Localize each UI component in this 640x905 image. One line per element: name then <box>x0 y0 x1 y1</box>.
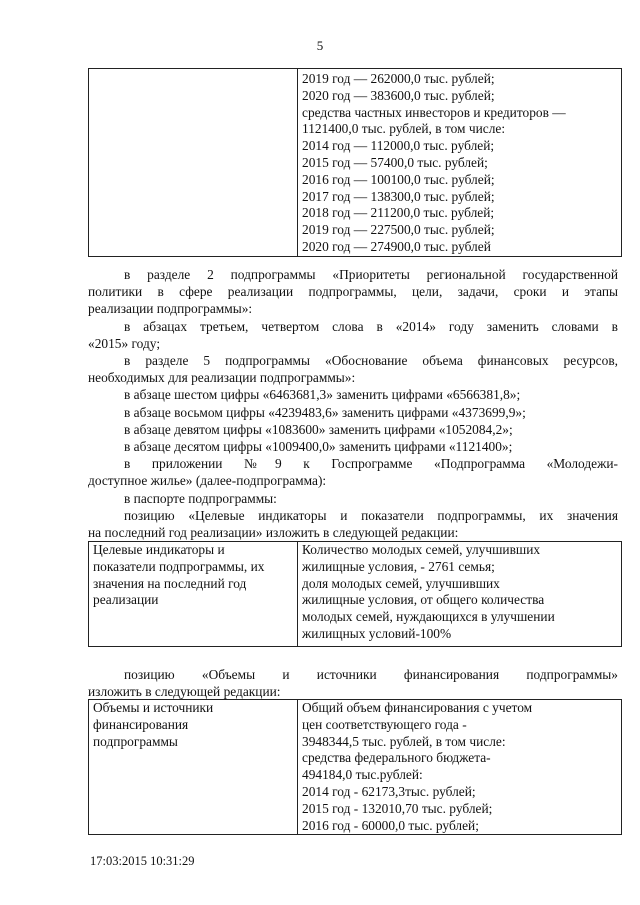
table2-left-line: значения на последний год <box>93 575 247 591</box>
paragraph-line: на последний год реализации» изложить в следующей редакции: <box>88 525 459 541</box>
table1-line: средства частных инвесторов и кредиторов — <box>302 104 566 120</box>
table3-right-line: Общий объем финансирования с учетом <box>302 700 533 715</box>
paragraph-line: изложить в следующей редакции: <box>88 684 281 700</box>
paragraph-line: позицию «Целевые индикаторы и показатели подпрограммы, их значения <box>124 507 618 523</box>
paragraph-line: в абзаце девятом цифры «1083600» заменить цифрами «1052084,2»; <box>124 421 513 437</box>
table3-right-line: 494184,0 тыс.рублей: <box>302 767 423 783</box>
table1-line: 2020 год — 383600,0 тыс. рублей; <box>302 87 495 103</box>
paragraph-line: позицию «Объемы и источники финансирования подпрограммы» <box>124 667 618 682</box>
table1-left-cell <box>89 69 298 257</box>
table3-right-line: цен соответствующего года - <box>302 716 467 732</box>
paragraph-line: в паспорте подпрограммы: <box>124 490 277 506</box>
table1-line: 2014 год — 112000,0 тыс. рублей; <box>302 138 495 154</box>
paragraph-line: реализации подпрограммы»: <box>88 301 253 317</box>
table3-right-cell <box>298 700 622 835</box>
table1-line: 1121400,0 тыс. рублей, в том числе: <box>302 121 506 137</box>
paragraph-line: в абзацах третьем, четвертом слова в «2014» году заменить словами в <box>124 318 618 334</box>
table3-left-line: Объемы и источники <box>93 700 214 715</box>
amendment-text-2 <box>88 666 618 700</box>
table3-right-line: 3948344,5 тыс. рублей, в том числе: <box>302 733 506 749</box>
target-indicators-table <box>88 541 622 647</box>
table3-left-line: финансирования <box>93 716 189 732</box>
table2-right-line: жилищные условия, от общего количества <box>302 592 545 608</box>
paragraph-line: необходимых для реализации подпрограммы»: <box>88 370 356 386</box>
table3-right-line: 2015 год - 132010,70 тыс. рублей; <box>302 800 493 816</box>
page-number: 5 <box>316 38 324 53</box>
paragraph-line: доступное жилье» (далее-подпрограмма): <box>88 473 327 489</box>
table1-line: 2015 год — 57400,0 тыс. рублей; <box>302 154 488 170</box>
table3-right-line: средства федерального бюджета- <box>302 750 491 766</box>
table1-right-cell <box>298 69 622 257</box>
table2-left-line: показатели подпрограммы, их <box>93 558 265 574</box>
table2-right-line: Количество молодых семей, улучшивших <box>302 542 541 557</box>
table2-right-line: доля молодых семей, улучшивших <box>302 575 500 591</box>
table2-right-cell <box>298 542 622 647</box>
paragraph-line: в приложении №9 к Госпрограмме «Подпрограмма «Молодежи- <box>124 456 618 472</box>
funding-volumes-table <box>88 699 622 835</box>
paragraph-line: «2015» году; <box>88 335 161 351</box>
table2-right-line: молодых семей, нуждающихся в улучшении <box>302 609 555 625</box>
paragraph-line: в разделе 5 подпрограммы «Обоснование объема финансовых ресурсов, <box>124 353 618 369</box>
paragraph-line: политики в сфере реализации подпрограммы, цели, задачи, сроки и этапы <box>88 284 618 300</box>
table3-right-line: 2016 год - 60000,0 тыс. рублей; <box>302 817 479 833</box>
table3-right-line: 2014 год - 62173,3тыс. рублей; <box>302 783 476 799</box>
table1-line: 2018 год — 211200,0 тыс. рублей; <box>302 205 495 221</box>
table1-line: 2019 год — 262000,0 тыс. рублей; <box>302 71 495 86</box>
table1-line: 2017 год — 138300,0 тыс. рублей; <box>302 188 495 204</box>
paragraph-line: в абзаце десятом цифры «1009400,0» заменить цифрами «1121400»; <box>124 439 513 455</box>
table1-line: 2019 год — 227500,0 тыс. рублей; <box>302 222 495 238</box>
paragraph-line: в разделе 2 подпрограммы «Приоритеты региональной государственной <box>124 267 618 282</box>
table1-line: 2016 год — 100100,0 тыс. рублей; <box>302 171 495 187</box>
table2-right-line: жилищных условий-100% <box>302 625 452 641</box>
table3-left-cell <box>89 700 298 835</box>
table1-line: 2020 год — 274900,0 тыс. рублей <box>302 238 491 254</box>
table2-left-line: реализации <box>93 592 159 608</box>
paragraph-line: в абзаце восьмом цифры «4239483,6» заменить цифрами «4373699,9»; <box>124 404 526 420</box>
amendment-text <box>88 266 618 541</box>
table2-left-line: Целевые индикаторы и <box>93 542 225 557</box>
timestamp-footer: 17:03:2015 10:31:29 <box>90 854 195 868</box>
funding-table-continuation <box>88 68 622 257</box>
table2-right-line: жилищные условия, - 2761 семья; <box>302 558 495 574</box>
table3-left-line: подпрограммы <box>93 733 178 749</box>
paragraph-line: в абзаце шестом цифры «6463681,3» заменить цифрами «6566381,8»; <box>124 387 521 403</box>
table2-left-cell <box>89 542 298 647</box>
